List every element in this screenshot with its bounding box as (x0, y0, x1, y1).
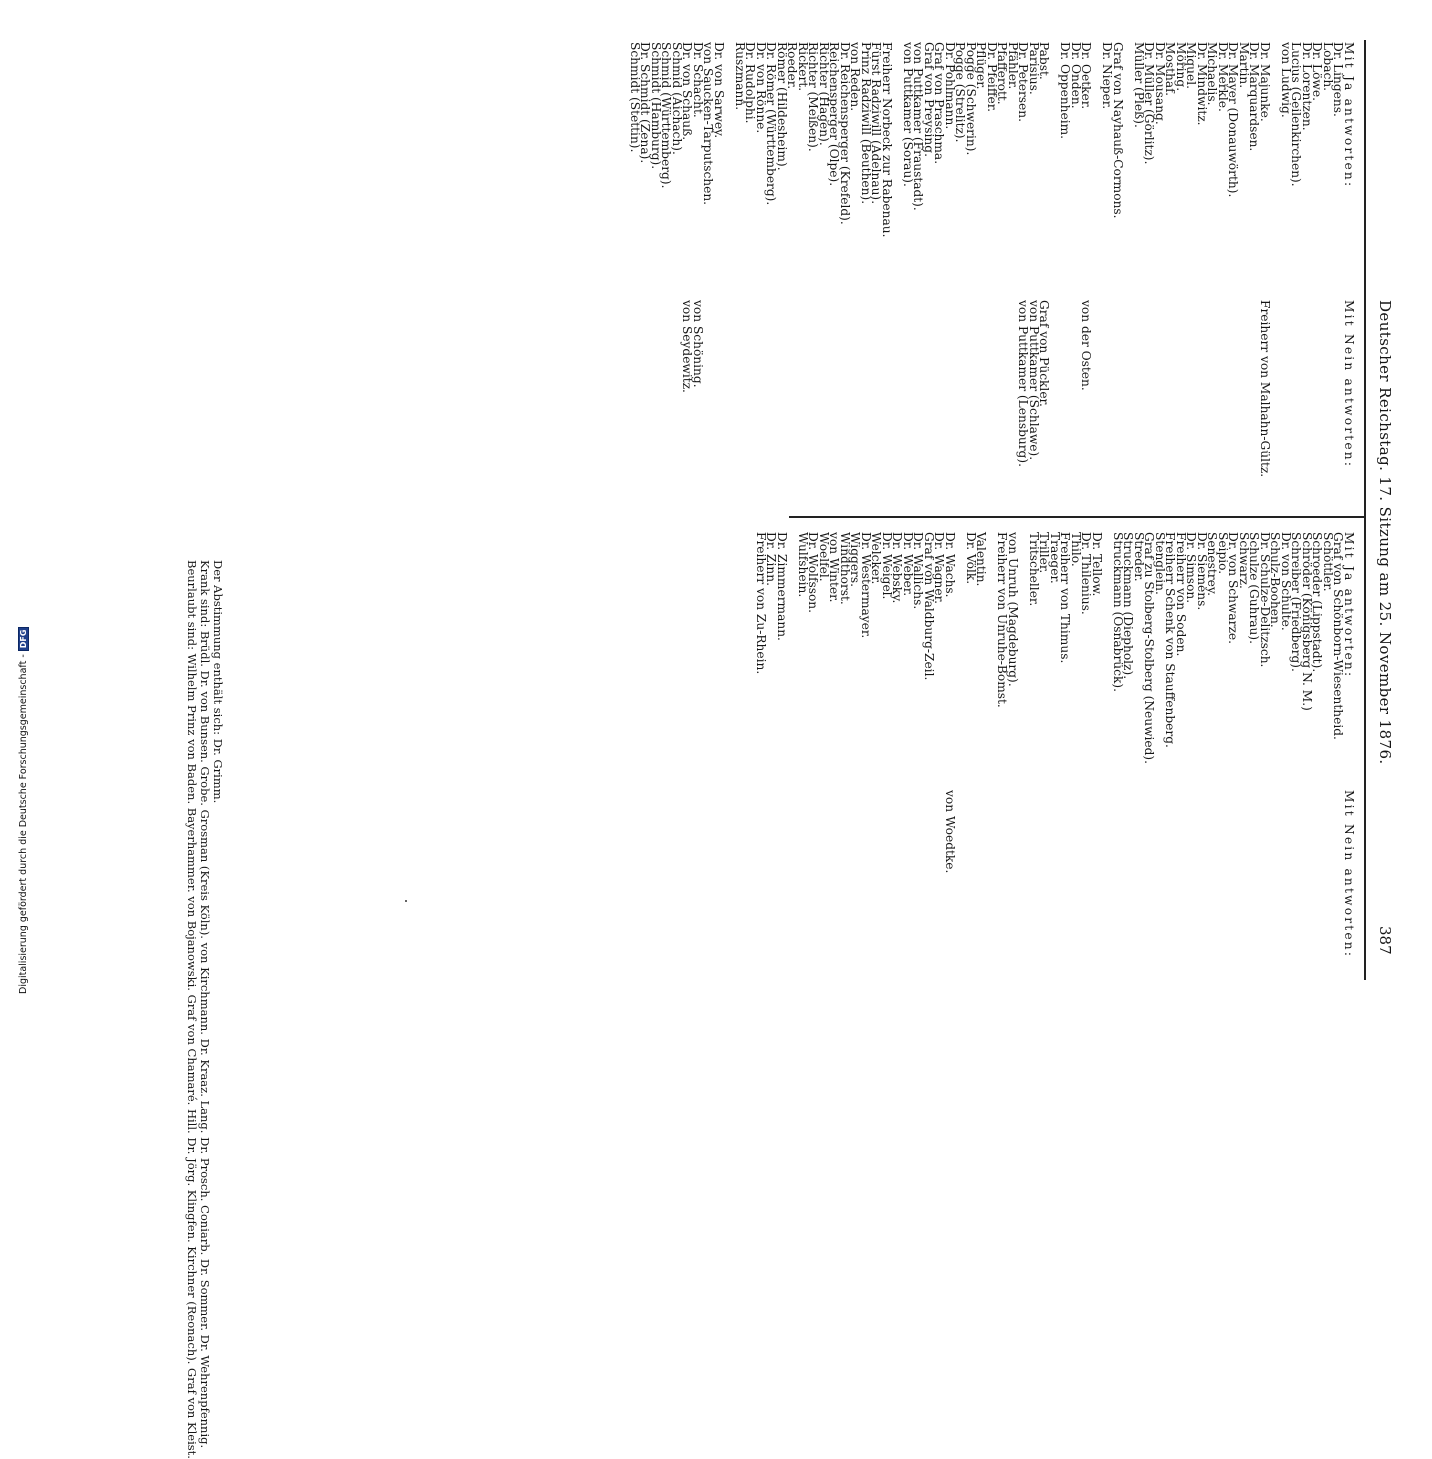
member-name: Parisius. (1027, 42, 1041, 95)
list-spacer (1302, 300, 1313, 477)
member-name: Wiggers. (848, 532, 863, 587)
list-spacer (1281, 790, 1292, 958)
member-name: Dr. Simson. (1184, 532, 1199, 604)
column-divider (789, 516, 1364, 518)
member-name: von Schöning. (691, 300, 705, 388)
member-name: Dr. Wagner. (932, 532, 947, 604)
member-name: Reichensperger (Olpe). (827, 42, 842, 187)
list-spacer (966, 790, 977, 958)
member-name: Pfähler. (1006, 42, 1020, 90)
list-spacer (1281, 300, 1292, 477)
list-spacer (987, 790, 998, 958)
member-name: Dr. Wachs. (943, 532, 957, 598)
member-name: Pabst. (1037, 42, 1052, 80)
member-name: Schmidt (Stettin). (628, 42, 642, 153)
column-heading: Mit Ja antworten: (1342, 42, 1356, 189)
member-name: Dr. Mindwitz. (1195, 42, 1209, 126)
member-name: Schroeder (Lippstadt). (1310, 532, 1325, 673)
member-name: Freiherr von Thimus. (1058, 532, 1073, 664)
member-name: Richter (Hagen). (817, 42, 831, 146)
right-yes-column (756, 532, 1355, 764)
name-list (630, 42, 1344, 237)
member-name: Graf von Waldburg-Zeil. (922, 532, 936, 681)
column-heading: Mit Nein antworten: (1342, 300, 1356, 469)
member-name: von Woedtke. (943, 790, 957, 874)
member-name: Richter (Meißen). (806, 42, 821, 152)
list-spacer (1302, 790, 1313, 958)
member-name: Mosthaf. (1163, 42, 1178, 97)
list-spacer (1092, 790, 1103, 958)
member-name: Senestrey. (1205, 532, 1220, 596)
list-spacer (1165, 300, 1176, 477)
member-name: von Puttkamer (Lensburg). (1016, 300, 1031, 467)
member-name: Müller (Pleß). (1132, 42, 1146, 128)
left-yes-column (630, 42, 1355, 237)
list-spacer (1323, 300, 1334, 477)
list-spacer (1060, 790, 1071, 958)
list-spacer (1176, 790, 1187, 958)
member-name: Schmid (Württemberg). (659, 42, 674, 189)
member-name: Schulze (Guhrau). (1247, 532, 1262, 645)
footer-notes (185, 560, 224, 1459)
member-name: Dr. Völk. (964, 532, 978, 585)
member-name: Freiherr von Soden. (1174, 532, 1188, 657)
member-name: Dr. Pfeiffer. (985, 42, 999, 113)
member-name: Dr. Reichensperger (Krefeld). (838, 42, 852, 225)
member-name: Dr. Marquardsen. (1247, 42, 1262, 152)
list-spacer (1291, 790, 1302, 958)
member-name: von Ludwig. (1279, 42, 1293, 118)
member-name: Dr. Müller (Görlitz). (1142, 42, 1157, 165)
member-name: Miquel. (1184, 42, 1199, 90)
member-name: Dr. von Schwarze. (1226, 532, 1241, 645)
member-name: Graf von Preysing. (922, 42, 936, 157)
name-list (945, 790, 1344, 958)
member-name: Traeger. (1048, 532, 1062, 584)
member-name: Möring. (1174, 42, 1188, 92)
list-spacer (787, 300, 798, 477)
member-name: Struckmann (Diepholz). (1121, 532, 1136, 680)
member-name: Schöttler. (1321, 532, 1335, 592)
member-name: Dr. Lingens. (1331, 42, 1346, 117)
member-name: Schulz-Boohen. (1268, 532, 1283, 628)
member-name: Dr. Mousang. (1153, 42, 1167, 125)
member-name: Dr. Thilenius. (1079, 532, 1094, 615)
header-rule (1364, 40, 1366, 980)
list-spacer (1155, 300, 1166, 477)
member-name: Dr. Merkle. (1216, 42, 1230, 112)
member-name: Dr. Löwe. (1310, 42, 1325, 101)
list-spacer (1071, 790, 1082, 958)
member-name: Freiherr von Malhahn-Gültz. (1258, 300, 1272, 478)
leave-note: Beurlaubt sind: Wilhelm Prinz von Baden. Bayerhammer. von Bojanowski. Graf von Chamaré. Hill. Dr. Jörg. Klingfen. Kirchner (Reonach). Graf von Kleist. (185, 560, 199, 1459)
member-name: Dr. Schmidt (Zena). (638, 42, 653, 164)
member-name: Windthorst. (838, 532, 852, 605)
member-name: Graf von Schönborn-Wiesentheid. (1331, 532, 1346, 740)
list-spacer (798, 300, 809, 477)
page-number: 387 (1376, 926, 1394, 955)
list-spacer (1144, 300, 1155, 477)
member-name: Welcker. (869, 532, 884, 585)
list-spacer (850, 300, 861, 477)
list-spacer (1260, 790, 1271, 958)
member-name: von Puttkamer (Fraustadt). (911, 42, 926, 211)
list-spacer (1123, 790, 1134, 958)
list-spacer (819, 300, 830, 477)
member-name: Schröder (Königsberg N. M.) (1300, 532, 1314, 711)
list-spacer (997, 300, 1008, 477)
list-spacer (1144, 790, 1155, 958)
list-spacer (1218, 300, 1229, 477)
member-name: von Puttkamer (Sorau). (901, 42, 915, 187)
scan-speck (405, 900, 407, 902)
list-spacer (997, 790, 1008, 958)
member-name: Dr. Wallichs. (911, 532, 926, 610)
member-name: Dr. von Rönne. (754, 42, 768, 134)
member-name: Woelfel. (817, 532, 831, 582)
list-spacer (745, 300, 756, 477)
list-spacer (724, 300, 735, 477)
list-spacer (1050, 790, 1061, 958)
member-name: Dr. Websky. (890, 532, 905, 604)
member-name: Stenglein. (1153, 532, 1167, 595)
digitization-credit (18, 627, 29, 994)
list-spacer (1123, 300, 1134, 477)
list-spacer (1207, 790, 1218, 958)
list-spacer (1176, 300, 1187, 477)
member-name: Martin. (1237, 42, 1251, 89)
abstention-note: Der Abstimmung enthält sich: Dr. Grimm. (211, 560, 225, 804)
member-name: Lobach. (1321, 42, 1335, 92)
right-no-column (945, 790, 1355, 958)
member-name: Dr. Oppenheim. (1058, 42, 1073, 140)
member-name: Graf zu Stolberg-Stolberg (Neuwied). (1142, 532, 1157, 765)
page-title: Deutscher Reichstag. 17. Sitzung am 25. November 1876. (1376, 300, 1394, 765)
list-spacer (829, 300, 840, 477)
member-name: Dr. Weber. (901, 532, 915, 597)
left-no-column (682, 300, 1354, 477)
list-spacer (1060, 300, 1071, 477)
member-name: Pogge (Strelitz). (953, 42, 968, 143)
member-name: Roeder. (785, 42, 800, 90)
member-name: Freiherr Norbeck zur Rabenau. (880, 42, 894, 238)
member-name: Dr. Schulze-Delitzsch. (1258, 532, 1272, 668)
member-name: Dr. Oetker. (1079, 42, 1094, 110)
member-name: Schmidt (Hamburg). (649, 42, 663, 170)
list-spacer (1270, 790, 1281, 958)
name-list (756, 532, 1344, 764)
list-spacer (1008, 790, 1019, 958)
member-name: Dr. Westermayer. (859, 532, 873, 639)
list-spacer (1050, 300, 1061, 477)
column-heading: Mit Nein antworten: (1342, 790, 1356, 959)
list-spacer (1029, 790, 1040, 958)
column-heading: Mit Ja antworten: (1342, 532, 1356, 679)
list-spacer (1113, 300, 1124, 477)
member-name: Dr. Nieper. (1100, 42, 1115, 110)
member-name: Dr. Lorentzen. (1300, 42, 1314, 131)
list-spacer (1239, 790, 1250, 958)
member-name: Lucius (Geilenkirchen). (1289, 42, 1304, 187)
credit-text: Digitalisierung gefördert durch die Deutsche Forschungsgemeinschaft - (18, 654, 29, 994)
list-spacer (903, 300, 914, 477)
member-name: Dr. von Sarwey. (712, 42, 726, 139)
member-name: Tritscheller. (1027, 532, 1041, 607)
member-name: Freiherr von Zu-Rhein. (754, 532, 768, 675)
member-name: Dr. Zinn. (764, 532, 779, 586)
member-name: Dr. Tellow. (1090, 532, 1104, 597)
member-name: Graf von Pückler. (1037, 300, 1052, 407)
member-name: Dr. Schacht. (691, 42, 705, 118)
member-name: Dr. Mayer (Donauwörth). (1226, 42, 1241, 198)
member-name: Pfafferott. (995, 42, 1010, 105)
member-name: Freiherr von Unruhe-Bomst. (995, 532, 1010, 708)
list-spacer (1228, 300, 1239, 477)
list-spacer (1039, 790, 1050, 958)
member-name: Struckmann (Osnabrück). (1111, 532, 1125, 692)
list-spacer (735, 300, 746, 477)
list-spacer (1186, 300, 1197, 477)
member-name: Dr. Onden. (1069, 42, 1083, 109)
member-name: von der Osten. (1079, 300, 1094, 391)
member-name: Schreiber (Friedberg). (1289, 532, 1304, 672)
list-spacer (714, 300, 725, 477)
list-spacer (840, 300, 851, 477)
list-spacer (1102, 300, 1113, 477)
member-name: Rickert. (796, 42, 810, 92)
member-name: Pflüger. (974, 42, 989, 90)
list-spacer (756, 300, 767, 477)
member-name: Graf von Praschma. (932, 42, 947, 165)
list-spacer (1312, 300, 1323, 477)
list-spacer (1291, 300, 1302, 477)
member-name: Seipio. (1216, 532, 1230, 575)
list-spacer (976, 300, 987, 477)
member-name: Dr. Petersen. (1016, 42, 1031, 122)
member-name: Pogge (Schwerin). (964, 42, 978, 156)
list-spacer (861, 300, 872, 477)
member-name: Dr. Majunke. (1258, 42, 1272, 122)
list-spacer (1197, 790, 1208, 958)
member-name: Wulfshein. (796, 532, 810, 598)
list-spacer (1134, 790, 1145, 958)
list-spacer (871, 300, 882, 477)
list-spacer (1207, 300, 1218, 477)
member-name: Dr. Römer (Württemberg). (764, 42, 779, 206)
list-spacer (987, 300, 998, 477)
list-spacer (1113, 790, 1124, 958)
member-name: von Seydewitz. (680, 300, 695, 393)
member-name: Freiherr Schenk von Stauffenberg. (1163, 532, 1178, 748)
list-spacer (1312, 790, 1323, 958)
list-spacer (1239, 300, 1250, 477)
list-spacer (955, 300, 966, 477)
list-spacer (913, 300, 924, 477)
list-spacer (1218, 790, 1229, 958)
sick-note: Krank sind: Brüdl. Dr. von Bunsen. Grobe. Grosman (Kreis Köln). von Kirchmann. Dr. Kraaz. Lang. Dr. Prosch. Coniarb. Dr. Sommer. Dr. Wehrenpfennig. (198, 560, 212, 1449)
list-spacer (1228, 790, 1239, 958)
list-spacer (1186, 790, 1197, 958)
page-header (1356, 0, 1400, 1000)
list-spacer (1081, 790, 1092, 958)
member-name: Schmid (Aichach). (670, 42, 684, 155)
list-spacer (934, 300, 945, 477)
list-spacer (1155, 790, 1166, 958)
list-spacer (777, 300, 788, 477)
dfg-logo: DFG (18, 627, 29, 652)
list-spacer (1018, 790, 1029, 958)
member-name: Schwarz. (1237, 532, 1251, 589)
rotated-page-content (100, 0, 1400, 1459)
list-spacer (945, 300, 956, 477)
member-name: von Puttkamer (Schlawe). (1027, 300, 1041, 461)
list-spacer (1197, 300, 1208, 477)
member-name: von Unruh (Magdeburg). (1006, 532, 1020, 687)
list-spacer (924, 300, 935, 477)
member-name: Dr. Pohlmann. (943, 42, 957, 130)
member-name: Dr. Siemens. (1195, 532, 1209, 611)
list-spacer (808, 300, 819, 477)
member-name: Thilo. (1069, 532, 1083, 567)
list-spacer (892, 300, 903, 477)
list-spacer (766, 300, 777, 477)
list-spacer (1102, 790, 1113, 958)
member-name: Dr. Wolfsson. (806, 532, 821, 614)
name-list (682, 300, 1344, 477)
member-name: Dr. Weigel. (880, 532, 894, 600)
list-spacer (966, 300, 977, 477)
member-name: Michaelis. (1205, 42, 1220, 106)
list-spacer (1092, 300, 1103, 477)
list-spacer (1165, 790, 1176, 958)
member-name: Römer (Hildesheim). (775, 42, 789, 171)
list-spacer (1323, 790, 1334, 958)
list-spacer (1134, 300, 1145, 477)
list-spacer (1249, 790, 1260, 958)
member-name: Dr. von Schulte. (1279, 532, 1293, 631)
member-name: von Saucken-Tarputschen. (701, 42, 716, 206)
member-name: Ruszmann. (733, 42, 747, 111)
member-name: Streder. (1132, 532, 1146, 582)
member-name: von Reden. (848, 42, 863, 112)
member-name: Graf von Nayhauß-Cormons. (1111, 42, 1125, 219)
member-name: Valentin. (974, 532, 989, 587)
list-spacer (976, 790, 987, 958)
member-name: Triller. (1037, 532, 1052, 574)
member-name: Dr. von Schauß. (680, 42, 695, 141)
member-name: Fürst Radziwill (Adelnau). (869, 42, 884, 205)
list-spacer (882, 300, 893, 477)
member-name: Dr. Rudolphi. (743, 42, 758, 124)
member-name: Prinz Radziwill (Beuthen). (859, 42, 873, 205)
member-name: Dr. Zimmermann. (775, 532, 789, 641)
member-name: von Winter. (827, 532, 842, 603)
